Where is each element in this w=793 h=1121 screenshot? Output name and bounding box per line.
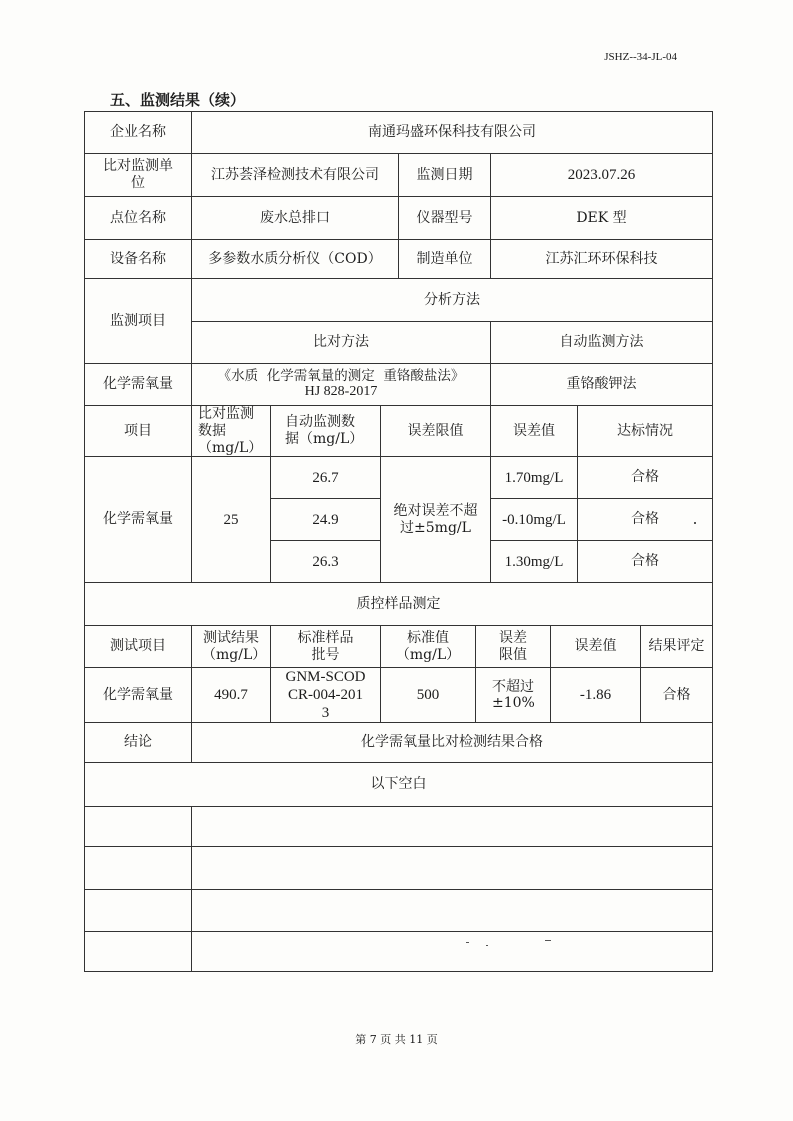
compare-method-std: HJ 828-2017	[304, 384, 378, 400]
auto-method-label: 自动监测方法	[491, 322, 713, 364]
cmp-auto-value: 24.9	[271, 499, 381, 541]
cmp-status: 合格	[578, 541, 713, 583]
cmp-item: 化学需氧量	[85, 457, 192, 583]
unit-value: 江苏荟泽检测技术有限公司	[192, 154, 399, 197]
cmp-auto-value: 26.7	[271, 457, 381, 499]
qc-title: 质控样品测定	[85, 583, 713, 626]
document-code: JSHZ--34-JL-04	[604, 51, 677, 63]
unit-label: 比对监测单位	[85, 154, 192, 197]
scan-speck	[486, 945, 488, 946]
qc-header-error: 误差值	[551, 626, 641, 668]
cmp-header-limit: 误差限值	[381, 406, 491, 457]
cmp-error-value: 1.70mg/L	[491, 457, 578, 499]
empty-cell	[192, 932, 713, 972]
empty-cell	[192, 847, 713, 890]
device-value: 多参数水质分析仪（COD）	[192, 240, 399, 279]
date-label: 监测日期	[399, 154, 491, 197]
cmp-header-ref: 比对监测数据（mg/L）	[192, 406, 271, 457]
item-label: 监测项目	[85, 279, 192, 364]
company-label: 企业名称	[85, 112, 192, 154]
empty-cell	[85, 932, 192, 972]
qc-error: -1.86	[551, 668, 641, 723]
qc-header-result: 测试结果（mg/L）	[192, 626, 271, 668]
blank-note: 以下空白	[85, 763, 713, 807]
monitoring-results-table	[84, 111, 713, 972]
qc-batch: GNM-SCODCR-004-2013	[271, 668, 381, 723]
compare-method-label: 比对方法	[192, 322, 491, 364]
empty-cell	[85, 890, 192, 932]
scan-speck	[466, 942, 469, 943]
method-item-name: 化学需氧量	[85, 364, 192, 406]
cmp-ref-value: 25	[192, 457, 271, 583]
point-label: 点位名称	[85, 197, 192, 240]
model-value: DEK 型	[491, 197, 713, 240]
cmp-header-item: 项目	[85, 406, 192, 457]
qc-header-item: 测试项目	[85, 626, 192, 668]
qc-result: 490.7	[192, 668, 271, 723]
model-label: 仪器型号	[399, 197, 491, 240]
qc-header-limit: 误差限值	[476, 626, 551, 668]
qc-item: 化学需氧量	[85, 668, 192, 723]
cmp-header-error: 误差值	[491, 406, 578, 457]
page-number: 第 7 页 共 11 页	[355, 1033, 438, 1046]
conclusion-label: 结论	[85, 723, 192, 763]
qc-header-eval: 结果评定	[641, 626, 713, 668]
compare-method-name: 《水质 化学需氧量的测定 重铬酸盐法》	[217, 368, 465, 384]
maker-label: 制造单位	[399, 240, 491, 279]
empty-cell	[85, 847, 192, 890]
qc-header-standard: 标准值（mg/L）	[381, 626, 476, 668]
cmp-header-auto: 自动监测数据（mg/L）	[271, 406, 381, 457]
cmp-limit: 绝对误差不超过±5mg/L	[381, 457, 491, 583]
point-value: 废水总排口	[192, 197, 399, 240]
empty-cell	[85, 807, 192, 847]
section-title: 五、监测结果（续）	[110, 91, 246, 109]
analysis-method-label: 分析方法	[192, 279, 713, 322]
date-value: 2023.07.26	[491, 154, 713, 197]
scan-speck	[694, 522, 696, 524]
qc-header-batch: 标准样品批号	[271, 626, 381, 668]
cmp-header-status: 达标情况	[578, 406, 713, 457]
qc-evaluation: 合格	[641, 668, 713, 723]
compare-method-value	[192, 364, 491, 406]
auto-method-value: 重铬酸钾法	[491, 364, 713, 406]
empty-cell	[192, 890, 713, 932]
device-label: 设备名称	[85, 240, 192, 279]
conclusion-text: 化学需氧量比对检测结果合格	[192, 723, 713, 763]
cmp-status: 合格	[578, 499, 713, 541]
maker-value: 江苏汇环环保科技	[491, 240, 713, 279]
cmp-error-value: 1.30mg/L	[491, 541, 578, 583]
qc-limit: 不超过±10%	[476, 668, 551, 723]
qc-standard: 500	[381, 668, 476, 723]
company-value: 南通玛盛环保科技有限公司	[192, 112, 713, 154]
cmp-status: 合格	[578, 457, 713, 499]
scan-speck	[545, 940, 551, 941]
cmp-error-value: -0.10mg/L	[491, 499, 578, 541]
cmp-auto-value: 26.3	[271, 541, 381, 583]
empty-cell	[192, 807, 713, 847]
